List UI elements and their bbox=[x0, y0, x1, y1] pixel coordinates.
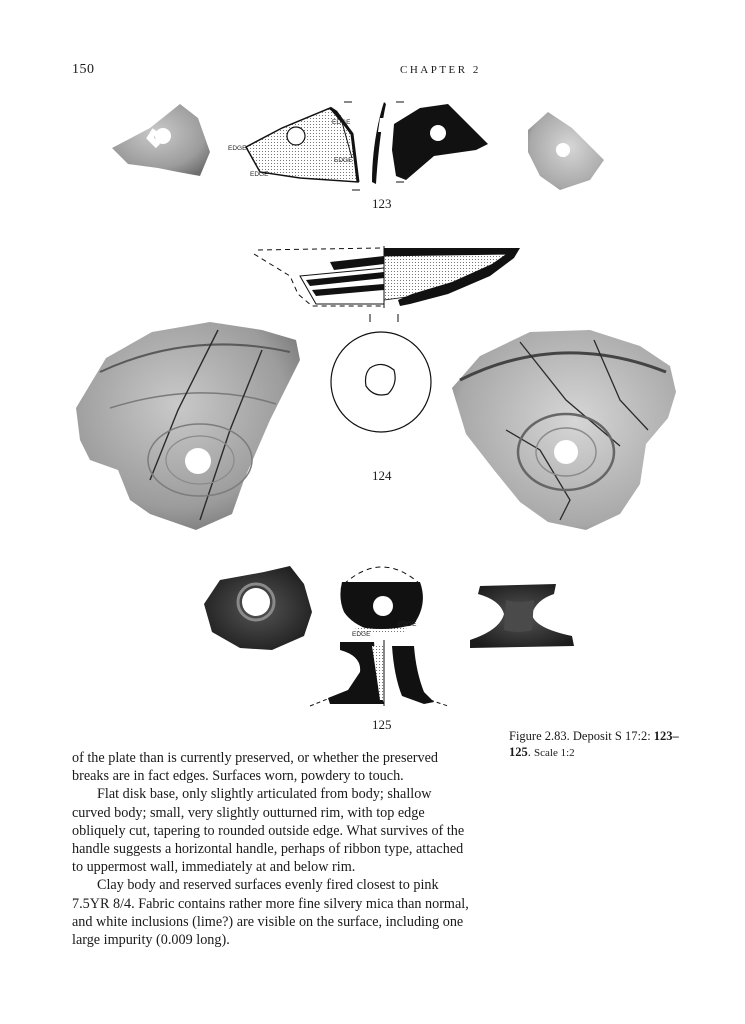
edge-label: EDGE bbox=[250, 171, 269, 178]
photo-125-top bbox=[204, 566, 312, 650]
catalog-number-124: 124 bbox=[372, 468, 392, 483]
body-text bbox=[72, 749, 470, 949]
caption-period: . bbox=[527, 745, 531, 759]
drawing-124-base-plan bbox=[331, 332, 431, 432]
running-head: CHAPTER 2 bbox=[400, 64, 481, 76]
paragraph: of the plate than is currently preserved, or whether the preserved breaks are in fact edges. Surfaces worn, powdery to touch. bbox=[72, 750, 438, 785]
caption-scale: Scale 1:2 bbox=[534, 747, 575, 759]
photo-124-exterior bbox=[452, 330, 676, 530]
page-number: 150 bbox=[72, 62, 95, 77]
edge-label: EDGE bbox=[228, 145, 247, 152]
photo-124-interior bbox=[76, 322, 300, 530]
edge-label: EDGE bbox=[334, 157, 353, 164]
caption-label: Figure 2.83. Deposit S 17:2: bbox=[509, 729, 651, 743]
paragraph: Clay body and reserved surfaces evenly fired closest to pink 7.5YR 8/4. Fabric contains rather more fine silvery mica than normal, and white inclusions (lime?) are visible on the surface, including one large impurity (0.009 long). bbox=[72, 877, 469, 949]
drawing-124-profile bbox=[254, 246, 520, 322]
paragraph: Flat disk base, only slightly articulated from body; shallow curved body; small, very slightly outturned rim, with top edge obliquely cut, tapering to rounded outside edge. What survives of the handle suggests a horizontal handle, perhaps of ribbon type, attached to uppermost wall, immediately at and below rim. bbox=[72, 786, 465, 876]
edge-label: EDGE bbox=[352, 631, 371, 638]
photo-123-exterior bbox=[112, 104, 210, 176]
catalog-number-125: 125 bbox=[372, 717, 392, 732]
caption-items: 123–125 bbox=[509, 729, 679, 759]
figure-caption bbox=[509, 728, 689, 761]
drawing-125-section bbox=[310, 640, 448, 706]
photo-125-side bbox=[470, 584, 574, 648]
photo-123-interior bbox=[528, 112, 604, 190]
drawing-123-profile bbox=[228, 102, 488, 190]
edge-label: EDGE bbox=[398, 621, 417, 628]
catalog-number-123: 123 bbox=[372, 196, 392, 211]
drawing-125-plan bbox=[340, 567, 423, 638]
edge-label: EDGE bbox=[332, 119, 351, 126]
